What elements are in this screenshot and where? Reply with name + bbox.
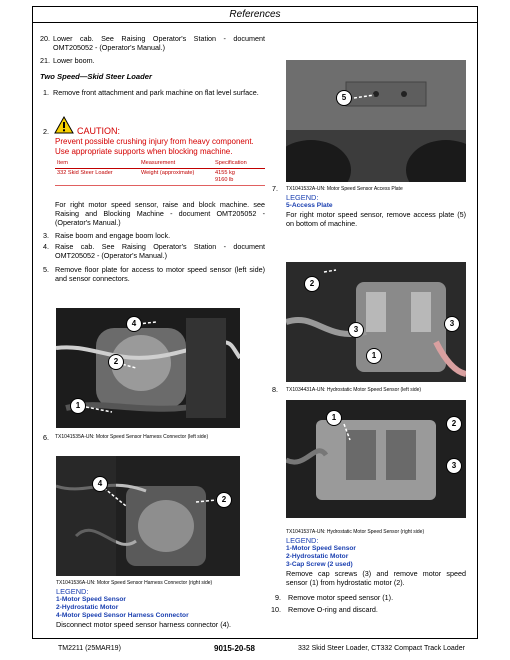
caption-harness-right: TX1041536A-UN: Motor Speed Sensor Harness Connector (right side) [56, 580, 213, 586]
photo-access-plate [286, 60, 466, 182]
callout-5: 5 [336, 90, 352, 106]
callout-3-sensor-left-b: 3 [444, 316, 460, 332]
photo-harness-connector-right [56, 456, 240, 576]
footer-product: 332 Skid Steer Loader, CT332 Compact Track Loader [298, 645, 465, 652]
legend-item: 4-Motor Speed Sensor Harness Connector [56, 612, 189, 619]
step-2-text: For right motor speed sensor, raise and block machine. see Raising and Blocking Machine - document OMT205052 - (Operator's Manual.) [55, 200, 265, 227]
caption-harness-left: TX1041535A-UN: Motor Speed Sensor Harness Connector (left side) [55, 434, 209, 440]
callout-4-right: 4 [92, 476, 108, 492]
photo-speed-sensor-left [286, 262, 466, 382]
legend-title-sensor: LEGEND: [286, 536, 319, 545]
footer-page-number: 9015-20-58 [214, 644, 255, 653]
callout-1-sensor-left: 1 [366, 348, 382, 364]
photo-speed-sensor-right [286, 400, 466, 518]
photo-harness-connector-left [56, 308, 240, 428]
step-2-num: 2. [43, 127, 49, 136]
spec-table: Item Measurement Specification 332 Skid Steer Loader Weight (approximate) 4155 kg 9160 lb [55, 159, 265, 186]
footer-doc-id: TM2211 (25MAR19) [58, 645, 121, 652]
callout-3-sensor-left-a: 3 [348, 322, 364, 338]
step-8-num: 8. [272, 385, 278, 394]
page-header: References [33, 7, 477, 23]
legend-item: 3-Cap Screw (2 used) [286, 561, 353, 568]
remove-cap-screws-text: Remove cap screws (3) and remove motor speed sensor (1) from hydrostatic motor (2). [286, 569, 466, 587]
warning-triangle-icon [54, 116, 74, 134]
legend-title-left: LEGEND: [56, 587, 89, 596]
legend-item: 1-Motor Speed Sensor [286, 545, 356, 552]
step-6-num: 6. [43, 433, 49, 442]
callout-2: 2 [108, 354, 124, 370]
step-7-num: 7. [272, 184, 278, 193]
legend-title-access: LEGEND: [286, 193, 319, 202]
callout-4: 4 [126, 316, 142, 332]
legend-item: 5-Access Plate [286, 202, 333, 209]
caption-sensor-right: TX1041537A-UN: Hydrostatic Motor Speed Sensor (right side) [286, 529, 425, 535]
caption-access-plate: TX1041532A-UN: Motor Speed Sensor Access Plate [286, 186, 403, 192]
legend-item: 2-Hydrostatic Motor [56, 604, 119, 611]
access-plate-text: For right motor speed sensor, remove access plate (5) on bottom of machine. [286, 210, 466, 228]
caption-sensor-left: TX1034431A-UN: Hydrostatic Motor Speed Sensor (left side) [286, 387, 422, 393]
callout-2-sensor-left: 2 [304, 276, 320, 292]
callout-2-sensor-right: 2 [446, 416, 462, 432]
caution-text: Prevent possible crushing injury from heavy component. Use appropriate supports when blocking machine. [55, 137, 254, 156]
callout-2-right: 2 [216, 492, 232, 508]
callout-3-sensor-right: 3 [446, 458, 462, 474]
legend-item: 2-Hydrostatic Motor [286, 553, 349, 560]
callout-1-sensor-right: 1 [326, 410, 342, 426]
legend-item: 1-Motor Speed Sensor [56, 596, 126, 603]
disconnect-text: Disconnect motor speed sensor harness connector (4). [56, 620, 231, 629]
section-heading: Two Speed—Skid Steer Loader [40, 72, 152, 81]
caution-label: CAUTION: [77, 126, 121, 136]
callout-1: 1 [70, 398, 86, 414]
